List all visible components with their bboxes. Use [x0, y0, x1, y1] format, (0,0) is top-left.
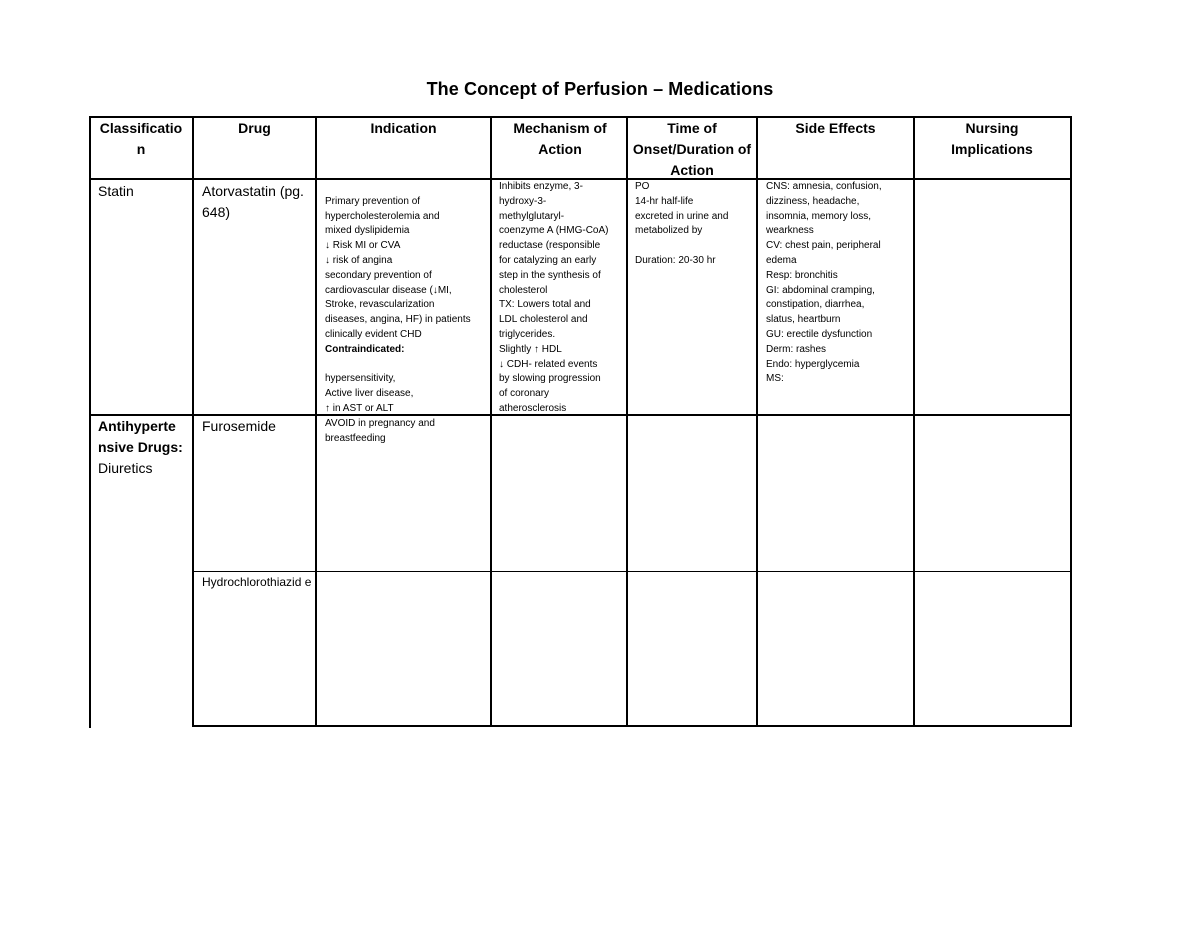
drug-hydrochlorothiazide: Hydrochlorothiazid e: [202, 575, 312, 589]
side-effects-atorvastatin: CNS: amnesia, confusion, dizziness, headache, insomnia, memory loss, wearkness CV: chest pain, peripheral edema Resp: bronchitis GI: abdominal cramping, constipation, diarrhea, slatus, heartburn GU: erectile dysfunction Derm: rashes Endo: hyperglycemia MS:: [766, 181, 882, 385]
drug-furosemide: Furosemide: [202, 418, 276, 434]
contraindicated-label: Contraindicated:: [325, 343, 405, 355]
classification-bold-text: Antihyperte nsive Drugs:: [98, 418, 183, 455]
header-drug: Drug: [238, 120, 271, 136]
page-title: The Concept of Perfusion – Medications: [426, 79, 774, 99]
mechanism-atorvastatin: Inhibits enzyme, 3- hydroxy-3- methylglutaryl- coenzyme A (HMG-CoA) reductase (responsible for catalyzing an early step in the synthesis of cholesterol TX: Lowers total and LDL cholesterol and triglycerides. Slightly ↑ HDL ↓ CDH- related events by slowing progression of coronary atherosclerosis: [499, 181, 609, 414]
header-time: Time of Onset/Duration of Action: [632, 120, 752, 178]
header-classification: Classificatio n: [99, 120, 183, 157]
indication-atorvastatin: [325, 180, 490, 446]
header-side-effects: Side Effects: [795, 120, 876, 136]
time-atorvastatin: PO 14-hr half-life excreted in urine and metabolized by Duration: 20-30 hr: [635, 181, 729, 266]
header-mechanism: Mechanism of Action: [513, 120, 607, 157]
header-indication: Indication: [370, 120, 437, 136]
drug-atorvastatin: Atorvastatin (pg. 648): [202, 183, 304, 220]
classification-statin: Statin: [98, 183, 134, 199]
header-nursing: Nursing Implications: [951, 120, 1033, 157]
classification-diuretics: Diuretics: [98, 460, 153, 476]
classification-antihypertensive: [98, 416, 188, 479]
contraindication-text: hypersensitivity, Active liver disease, ↑ in AST or ALT AVOID in pregnancy and breastfeeding: [325, 373, 435, 444]
indication-text: Primary prevention of hypercholesterolemia and mixed dyslipidemia ↓ Risk MI or CVA ↓ risk of angina secondary prevention of cardiovascular disease (↓MI, Stroke, revascularization diseases, angina, HF) in patients clinically evident CHD: [325, 195, 471, 340]
